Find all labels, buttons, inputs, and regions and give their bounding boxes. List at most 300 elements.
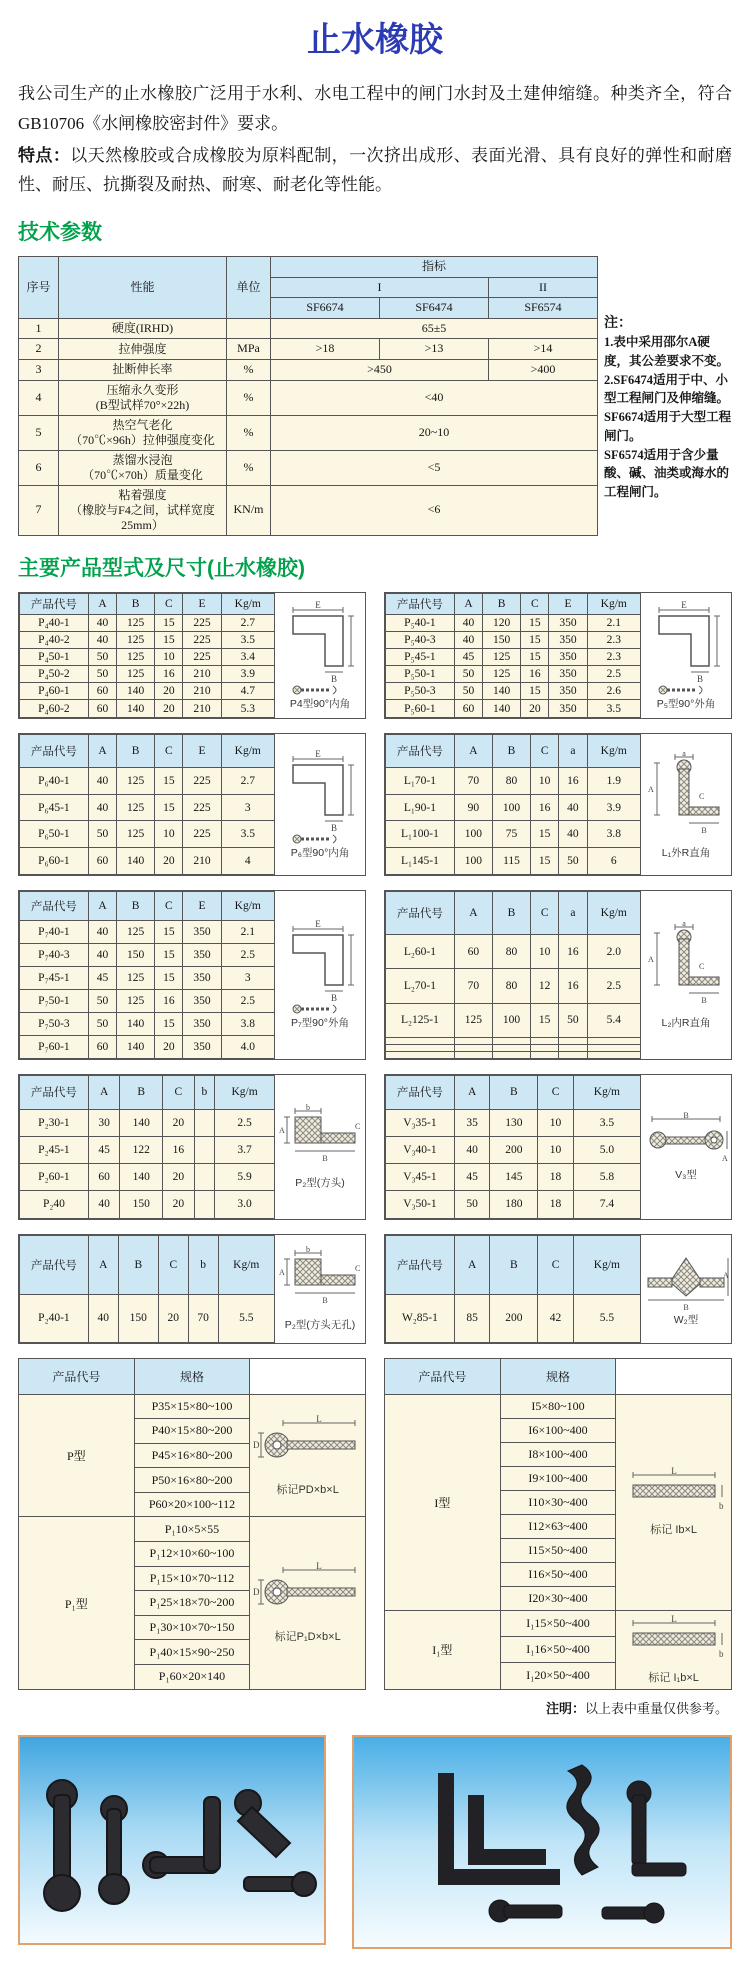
- row-number: 7: [19, 485, 59, 535]
- dimension-value: 16: [521, 666, 549, 683]
- w-profile-icon: [642, 1250, 730, 1312]
- col-header-dim: B: [118, 1235, 158, 1295]
- spec-value: P₁10×5×55: [134, 1517, 250, 1542]
- product-row: [386, 649, 641, 666]
- col-header-dim: Kg/m: [587, 734, 640, 768]
- product-row: [20, 768, 275, 795]
- dimension-value: 40: [559, 821, 587, 848]
- product-code: L₁90-1: [386, 794, 455, 821]
- svg-text:E: E: [315, 599, 321, 610]
- col-header-spec: 规格: [500, 1358, 616, 1394]
- notes-label: 注：: [604, 314, 633, 330]
- col-header-code: 产品代号: [20, 593, 89, 615]
- product-code: L₂125-1: [386, 1003, 455, 1037]
- dimension-value: 350: [549, 632, 587, 649]
- profile-diagram-label: P₅型90°外角: [656, 697, 716, 710]
- spec-value: P35×15×80~100: [134, 1394, 250, 1419]
- l-angle-profile-icon: [645, 919, 727, 1015]
- svg-text:b: b: [718, 1648, 724, 1659]
- svg-text:A: A: [648, 784, 654, 794]
- dimension-value: 60: [88, 1035, 116, 1058]
- dimension-value: 3.0: [215, 1191, 275, 1218]
- spec-table: [384, 1358, 732, 1690]
- col-header-dim: B: [483, 593, 521, 615]
- row-number: 1: [19, 318, 59, 339]
- col-header-grade-i: I: [271, 277, 489, 298]
- product-size-table: [19, 1075, 275, 1219]
- dimension-value: 40: [88, 943, 116, 966]
- corner-profile-icon: [279, 919, 361, 1015]
- product-table-box: [18, 1234, 366, 1344]
- marking-label: 标记 I₁b×L: [648, 1671, 699, 1684]
- product-size-table: [385, 891, 641, 1059]
- dimension-value: 50: [454, 666, 482, 683]
- dimension-value: 90: [454, 794, 492, 821]
- dimension-value: 70: [188, 1295, 218, 1342]
- dimension-value: 225: [183, 821, 221, 848]
- property-name: 扯断伸长率: [59, 359, 227, 380]
- dimension-value: 10: [538, 1109, 574, 1136]
- product-code: [386, 1044, 455, 1051]
- col-header-dim: E: [183, 734, 221, 768]
- profile-diagram: [275, 1075, 365, 1219]
- col-header-dim: B: [117, 593, 155, 615]
- dimension-value: 42: [538, 1295, 574, 1342]
- unit-value: MPa: [227, 339, 271, 360]
- product-table-box: [18, 592, 366, 719]
- col-header-dim: A: [454, 734, 492, 768]
- dimension-value: 2.5: [587, 969, 640, 1003]
- tech-table-row: [19, 415, 598, 450]
- dimension-value: 15: [521, 649, 549, 666]
- property-name: 粘着强度 （橡胶与F4之间，试样宽度25mm）: [59, 485, 227, 535]
- property-name: 蒸馏水浸泡 （70℃×70h）质量变化: [59, 450, 227, 485]
- spec-value: I12×63~400: [500, 1514, 616, 1538]
- product-row: [20, 989, 275, 1012]
- dimension-value: 4.7: [221, 683, 274, 700]
- svg-text:B: B: [701, 825, 707, 835]
- product-size-table: [19, 593, 275, 718]
- dimension-value: 3.5: [587, 700, 640, 717]
- product-row: [20, 1137, 275, 1164]
- col-header-dim: B: [490, 1075, 538, 1109]
- product-row: [20, 821, 275, 848]
- col-header-dim: Kg/m: [218, 1235, 274, 1295]
- dimension-value: 50: [88, 989, 116, 1012]
- col-header-dim: C: [521, 593, 549, 615]
- spec-value: I₁16×50~400: [500, 1636, 616, 1662]
- svg-text:B: B: [701, 996, 707, 1006]
- col-header-dim: b: [188, 1235, 218, 1295]
- dimension-value: 225: [183, 632, 221, 649]
- unit-value: [227, 318, 271, 339]
- product-code: P₅40-1: [386, 615, 455, 632]
- col-header-grade-ii: II: [489, 277, 598, 298]
- spec-value: I15×50~400: [500, 1538, 616, 1562]
- profile-diagram-label: L₂内R直角: [661, 1017, 711, 1030]
- product-row: [386, 1044, 641, 1051]
- dimension-value: [454, 1037, 492, 1044]
- dimension-value: 115: [492, 847, 530, 874]
- dimension-value: 12: [531, 969, 559, 1003]
- svg-text:A: A: [723, 1271, 729, 1281]
- dimension-value: 10: [531, 935, 559, 969]
- col-header-dim: Kg/m: [573, 1235, 640, 1295]
- v-profile-icon: [642, 1111, 730, 1167]
- index-value: <40: [271, 380, 598, 415]
- dimension-value: 5.3: [221, 700, 274, 717]
- col-header-code: 产品代号: [386, 734, 455, 768]
- footnote-text: 以上表中重量仅供参考。: [584, 1700, 728, 1716]
- intro-text: 我公司生产的止水橡胶广泛用于水利、水电工程中的闸门水封及土建伸缩缝。种类齐全，符合GB10706《水闸橡胶密封件》要求。: [18, 84, 732, 133]
- product-code: L₂70-1: [386, 969, 455, 1003]
- dimension-value: 125: [117, 615, 155, 632]
- square-head-profile-icon: [279, 1103, 361, 1175]
- col-header-dim: Kg/m: [215, 1075, 275, 1109]
- dimension-value: 225: [183, 649, 221, 666]
- dimension-value: 20: [155, 847, 183, 874]
- col-header-dim: B: [490, 1235, 538, 1295]
- product-row: [386, 1051, 641, 1058]
- product-code: L₁100-1: [386, 821, 455, 848]
- dimension-value: 140: [117, 700, 155, 717]
- dimension-value: 125: [117, 821, 155, 848]
- col-header-dim: A: [88, 593, 116, 615]
- profile-diagram-label: P₂型(方头无孔): [284, 1319, 356, 1332]
- profile-diagram: [275, 734, 365, 875]
- dimension-value: 40: [88, 632, 116, 649]
- row-number: 3: [19, 359, 59, 380]
- spec-value: P45×16×80~200: [134, 1443, 250, 1468]
- property-name: 拉伸强度: [59, 339, 227, 360]
- col-header-dim: b: [194, 1075, 215, 1109]
- dimension-value: 3.7: [215, 1137, 275, 1164]
- dimension-value: 225: [183, 794, 221, 821]
- row-number: 5: [19, 415, 59, 450]
- col-header-dim: a: [559, 734, 587, 768]
- product-row: [20, 1035, 275, 1058]
- features-label: 特点：: [18, 145, 71, 165]
- dimension-value: 350: [549, 666, 587, 683]
- dimension-value: 40: [454, 1137, 490, 1164]
- dimension-value: 180: [490, 1191, 538, 1218]
- product-row: [20, 1191, 275, 1218]
- dimension-value: 15: [155, 966, 183, 989]
- product-size-table: [19, 891, 275, 1059]
- index-value: 20~10: [271, 415, 598, 450]
- product-code: P₅60-1: [386, 700, 455, 717]
- dimension-value: 45: [454, 649, 482, 666]
- svg-text:B: B: [322, 1296, 328, 1306]
- dimension-value: 150: [118, 1295, 158, 1342]
- dimension-value: 122: [120, 1137, 163, 1164]
- dimension-value: 2.6: [587, 683, 640, 700]
- col-header-dim: A: [88, 734, 116, 768]
- dimension-value: 16: [531, 794, 559, 821]
- product-code: P₄50-1: [20, 649, 89, 666]
- type-code: P₁型: [19, 1517, 135, 1689]
- dimension-value: 350: [549, 683, 587, 700]
- dimension-value: 350: [549, 615, 587, 632]
- product-row: [20, 1109, 275, 1136]
- col-header-dim: C: [155, 593, 183, 615]
- product-code: P₄40-1: [20, 615, 89, 632]
- dimension-value: 5.8: [573, 1164, 640, 1191]
- dimension-value: 35: [454, 1109, 490, 1136]
- dimension-value: 40: [559, 794, 587, 821]
- dimension-value: 10: [531, 768, 559, 795]
- product-size-table: [385, 593, 641, 718]
- dimension-value: 15: [531, 821, 559, 848]
- col-header-model: SF6574: [489, 298, 598, 319]
- dimension-value: 3: [221, 966, 274, 989]
- product-row: [386, 1191, 641, 1218]
- dimension-value: 350: [183, 989, 221, 1012]
- product-code: P₆40-1: [20, 768, 89, 795]
- dimension-value: 2.3: [587, 632, 640, 649]
- dimension-value: 15: [155, 768, 183, 795]
- spec-value: I5×80~100: [500, 1394, 616, 1418]
- spec-value: P50×16×80~200: [134, 1468, 250, 1493]
- profile-diagram: [641, 891, 731, 1059]
- col-header-dim: C: [155, 891, 183, 920]
- dimension-value: 350: [183, 943, 221, 966]
- product-code: P₅45-1: [386, 649, 455, 666]
- dimension-value: 50: [454, 1191, 490, 1218]
- col-header-model: SF6474: [380, 298, 489, 319]
- dimension-value: 100: [454, 821, 492, 848]
- dimension-value: 4: [221, 847, 274, 874]
- profile-diagram: [275, 1235, 365, 1343]
- col-header-index: 指标: [271, 257, 598, 278]
- dimension-value: 50: [88, 666, 116, 683]
- product-code: [386, 1037, 455, 1044]
- svg-text:B: B: [330, 822, 338, 833]
- dimension-value: [531, 1037, 559, 1044]
- dimension-value: 40: [88, 794, 116, 821]
- dimension-value: 150: [483, 632, 521, 649]
- unit-value: %: [227, 450, 271, 485]
- dimension-value: 60: [88, 700, 116, 717]
- dimension-value: 15: [531, 847, 559, 874]
- product-row: [386, 821, 641, 848]
- index-value: <5: [271, 450, 598, 485]
- profile-diagram: [641, 1235, 731, 1343]
- product-code: P₄60-1: [20, 683, 89, 700]
- dimension-value: 20: [155, 683, 183, 700]
- dimension-value: 40: [454, 632, 482, 649]
- dimension-value: 10: [155, 821, 183, 848]
- dimension-value: 3.4: [221, 649, 274, 666]
- unit-value: %: [227, 380, 271, 415]
- col-header-dim: A: [88, 891, 116, 920]
- property-name: 硬度(IRHD): [59, 318, 227, 339]
- product-row: [386, 969, 641, 1003]
- spec-tables-row: [18, 1358, 732, 1690]
- product-size-table: [385, 1235, 641, 1343]
- col-header-dim: C: [158, 1235, 188, 1295]
- spec-value: P60×20×100~112: [134, 1492, 250, 1517]
- dimension-value: 80: [492, 969, 530, 1003]
- col-header-code: 产品代号: [386, 891, 455, 934]
- corner-profile-icon: [279, 600, 361, 696]
- features-paragraph: [18, 141, 732, 201]
- tech-table-row: [19, 339, 598, 360]
- dimension-value: 145: [490, 1164, 538, 1191]
- svg-text:b: b: [306, 1103, 310, 1113]
- product-code: P₇40-1: [20, 920, 89, 943]
- col-header-property: 性能: [59, 257, 227, 319]
- dimension-value: 16: [155, 666, 183, 683]
- col-header-diagram: [616, 1358, 732, 1394]
- dimension-value: 15: [155, 943, 183, 966]
- dimension-value: 60: [88, 847, 116, 874]
- product-code: P₂40-1: [20, 1295, 89, 1342]
- tech-table-row: [19, 450, 598, 485]
- dimension-value: 6: [587, 847, 640, 874]
- product-code: P₂60-1: [20, 1164, 89, 1191]
- dimension-value: 40: [88, 920, 116, 943]
- svg-text:a: a: [682, 748, 686, 758]
- row-number: 4: [19, 380, 59, 415]
- dimension-value: 350: [183, 966, 221, 989]
- dimension-value: 350: [183, 920, 221, 943]
- svg-text:b: b: [306, 1245, 310, 1255]
- col-header-dim: Kg/m: [587, 593, 640, 615]
- col-header-code: 产品代号: [20, 734, 89, 768]
- col-header-dim: Kg/m: [221, 734, 274, 768]
- dimension-value: 20: [158, 1295, 188, 1342]
- tech-table-row: [19, 380, 598, 415]
- spec-row: [385, 1394, 732, 1418]
- dimension-value: [587, 1037, 640, 1044]
- profile-diagram-label: V₃型: [675, 1169, 697, 1182]
- unit-value: %: [227, 359, 271, 380]
- dimension-value: 3.5: [221, 821, 274, 848]
- col-header-dim: Kg/m: [587, 891, 640, 934]
- spec-diagram: [250, 1517, 366, 1689]
- type-code: I型: [385, 1394, 501, 1610]
- dimension-value: 150: [117, 943, 155, 966]
- profile-diagram-label: P₇型90°外角: [291, 1017, 349, 1030]
- dimension-value: 225: [183, 768, 221, 795]
- product-table-box: [384, 592, 732, 719]
- property-name: 热空气老化 （70℃×96h）拉伸强度变化: [59, 415, 227, 450]
- dimension-value: 350: [549, 649, 587, 666]
- dimension-value: 45: [88, 1137, 120, 1164]
- property-name: 压缩永久变形 (B型试样70°×22h): [59, 380, 227, 415]
- dimension-value: 20: [155, 1035, 183, 1058]
- col-header-dim: A: [88, 1075, 120, 1109]
- dimension-value: 3.9: [221, 666, 274, 683]
- tech-table-row: [19, 318, 598, 339]
- dimension-value: 125: [117, 666, 155, 683]
- col-header-dim: B: [117, 734, 155, 768]
- corner-profile-icon: [645, 600, 727, 696]
- svg-text:B: B: [322, 1154, 328, 1164]
- product-row: [386, 615, 641, 632]
- product-row: [386, 1164, 641, 1191]
- spec-value: P₁30×10×70~150: [134, 1615, 250, 1640]
- spec-value: I6×100~400: [500, 1418, 616, 1442]
- svg-text:L: L: [315, 1562, 322, 1571]
- product-code: V₃40-1: [386, 1137, 455, 1164]
- product-code: P₂45-1: [20, 1137, 89, 1164]
- col-header-dim: E: [549, 593, 587, 615]
- dimension-value: 3.8: [587, 821, 640, 848]
- product-code: P₅50-3: [386, 683, 455, 700]
- note-line: 2.SF6474适用于中、小型工程闸门及伸缩缝。: [604, 372, 730, 406]
- product-row: [20, 794, 275, 821]
- dimension-value: 100: [454, 847, 492, 874]
- dimension-value: 70: [454, 768, 492, 795]
- dimension-value: 140: [117, 1012, 155, 1035]
- dimension-value: 20: [155, 700, 183, 717]
- dimension-value: 16: [559, 935, 587, 969]
- dimension-value: 50: [559, 1003, 587, 1037]
- row-number: 6: [19, 450, 59, 485]
- product-row: [386, 794, 641, 821]
- dimension-value: 40: [88, 1295, 118, 1342]
- dimension-value: 50: [454, 683, 482, 700]
- tech-table-row: [19, 485, 598, 535]
- dimension-value: 16: [559, 969, 587, 1003]
- dimension-value: 140: [120, 1164, 163, 1191]
- product-code: V₃50-1: [386, 1191, 455, 1218]
- dimension-value: 3: [221, 794, 274, 821]
- marking-label: 标记P₁D×b×L: [274, 1631, 341, 1643]
- dimension-value: 7.4: [573, 1191, 640, 1218]
- product-row: [20, 943, 275, 966]
- dimension-value: 75: [492, 821, 530, 848]
- dimension-value: 15: [521, 615, 549, 632]
- weight-footnote: [18, 1698, 732, 1717]
- dimension-value: 5.5: [218, 1295, 274, 1342]
- features-text: 以天然橡胶或合成橡胶为原料配制，一次挤出成形、表面光滑、具有良好的弹性和耐磨性、耐压、抗撕裂及耐热、耐寒、耐老化等性能。: [18, 145, 733, 195]
- dimension-value: 50: [88, 1012, 116, 1035]
- dimension-value: 15: [531, 1003, 559, 1037]
- intro-paragraph: [18, 79, 732, 139]
- dimension-value: 2.1: [587, 615, 640, 632]
- dimension-value: 140: [117, 1035, 155, 1058]
- dimension-value: 5.0: [573, 1137, 640, 1164]
- dimension-value: [531, 1044, 559, 1051]
- dimension-value: 200: [490, 1295, 538, 1342]
- dimension-value: 20: [521, 700, 549, 717]
- svg-text:a: a: [682, 919, 686, 929]
- dimension-value: 20: [163, 1109, 195, 1136]
- dimension-value: 125: [117, 966, 155, 989]
- i-profile-icon: [619, 1467, 729, 1513]
- spec-value: I9×100~400: [500, 1466, 616, 1490]
- dimension-value: [194, 1191, 215, 1218]
- svg-text:B: B: [330, 993, 338, 1004]
- svg-text:A: A: [722, 1154, 728, 1164]
- svg-text:E: E: [315, 919, 321, 930]
- dimension-value: 3.5: [221, 632, 274, 649]
- product-code: P₇45-1: [20, 966, 89, 989]
- product-row: [386, 666, 641, 683]
- dimension-value: 15: [521, 683, 549, 700]
- spec-row: [19, 1517, 366, 1542]
- dimension-value: [587, 1051, 640, 1058]
- col-header-code: 产品代号: [386, 1235, 455, 1295]
- product-row: [386, 1295, 641, 1342]
- dimension-value: [492, 1044, 530, 1051]
- product-row: [20, 847, 275, 874]
- dimension-value: [194, 1164, 215, 1191]
- tech-params-section: [18, 256, 732, 536]
